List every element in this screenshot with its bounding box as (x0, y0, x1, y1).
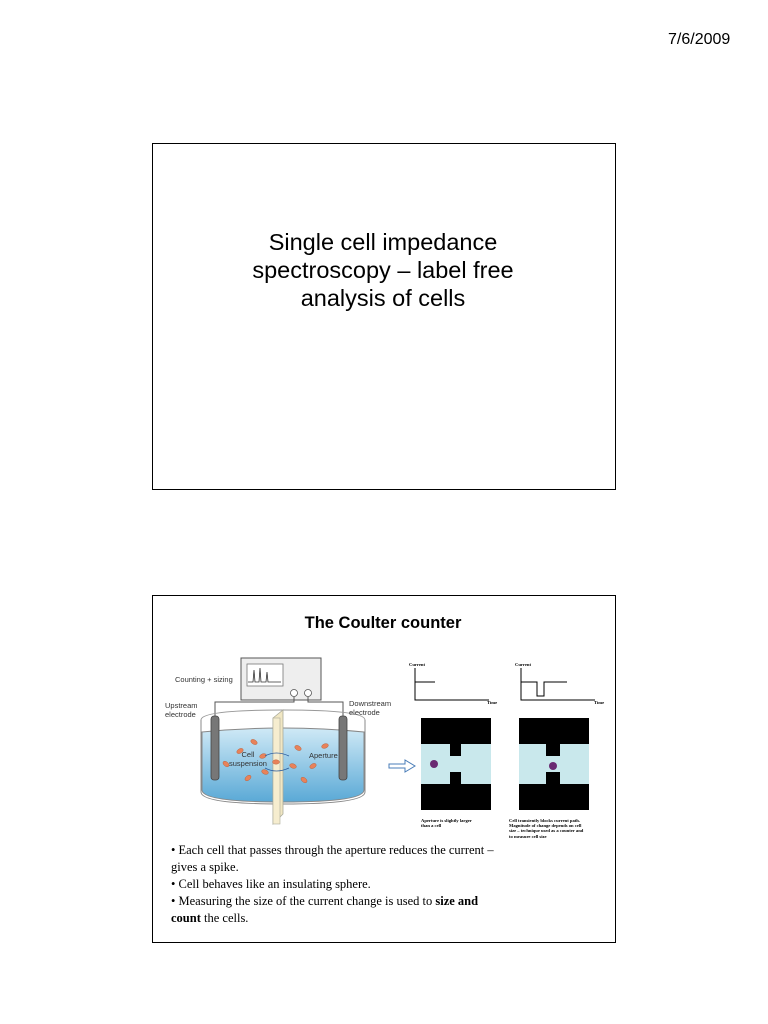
cell-left (430, 760, 438, 768)
slide-1-title (153, 228, 613, 312)
title-line: analysis of cells (300, 285, 466, 311)
caption-right: Cell transiently blocks current path. Magnitude of change depends on cell size – technique used as a counter and to measure cell size (509, 818, 584, 839)
slide-2 (152, 595, 616, 943)
bullet-item: • Each cell that passes through the aperture reduces the current – gives a spike. (171, 843, 494, 874)
downstream-label: Downstream electrode (349, 699, 392, 717)
title-line: Single cell impedance (268, 229, 498, 255)
bullet-bold: size and count (171, 894, 479, 925)
graph-left-axes (415, 668, 489, 700)
graph-right-xlabel: Time (594, 700, 605, 705)
cell-suspension-label: Cell suspension (229, 750, 267, 768)
cell-right (549, 762, 557, 770)
bullet-list (171, 842, 501, 927)
caption-left: Aperture is slightly larger than a cell (421, 818, 472, 829)
graph-left-ylabel: Current (409, 662, 425, 667)
bullet-item: • Cell behaves like an insulating sphere. (171, 877, 371, 891)
graph-left-xlabel: Time (487, 700, 498, 705)
counting-label: Counting + sizing (175, 675, 233, 684)
graph-right-axes (521, 668, 595, 700)
page-date: 7/6/2009 (668, 31, 731, 48)
graph-right-trace (521, 682, 567, 696)
graph-right-ylabel: Current (515, 662, 531, 667)
slide-1 (152, 143, 616, 490)
slide-2-title: The Coulter counter (304, 614, 462, 632)
upstream-label: Upstream electrode (165, 701, 198, 719)
bullet-item: • Measuring the size of the current change is used to size and count the cells. (171, 894, 479, 925)
title-line: spectroscopy – label free (252, 257, 514, 283)
aperture-label: Aperture (309, 751, 338, 760)
